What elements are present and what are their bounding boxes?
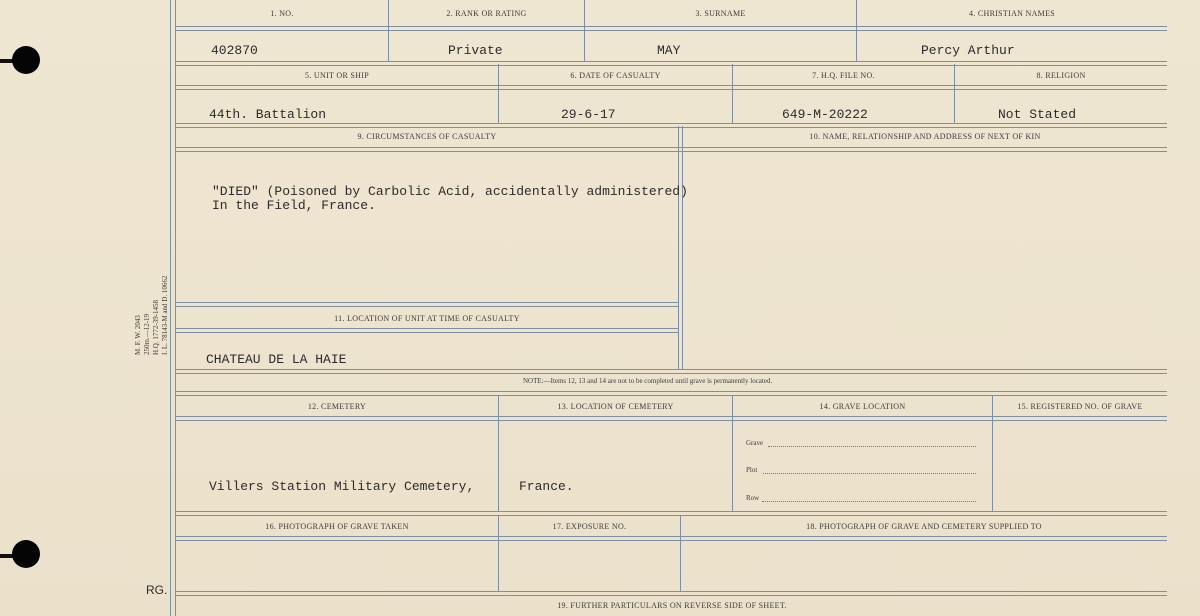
divider xyxy=(678,126,679,370)
side-print-line1: M. F. W. 2043 xyxy=(134,315,142,355)
field-further-label: 19. FURTHER PARTICULARS ON REVERSE SIDE OF SHEET. xyxy=(557,601,787,610)
field-photo-taken-label: 16. PHOTOGRAPH OF GRAVE TAKEN xyxy=(265,522,409,531)
rule-note-bottom xyxy=(175,391,1167,396)
field-grave-location-label: 14. GRAVE LOCATION xyxy=(819,402,906,411)
note-text: NOTE:—Items 12, 13 and 14 are not to be completed until grave is permanently located. xyxy=(523,377,773,385)
field-no-value: 402870 xyxy=(211,43,258,58)
field-no-label: 1. NO. xyxy=(270,9,294,18)
field-rank-label: 2. RANK OR RATING xyxy=(446,9,527,18)
rule-row3-header xyxy=(175,147,1167,152)
rule-row4-bottom xyxy=(175,511,1167,516)
field-hq-label: 7. H.Q. FILE NO. xyxy=(812,71,875,80)
rule-row2-bottom xyxy=(175,123,1167,128)
plot-sub-label: Plot xyxy=(746,466,758,474)
divider xyxy=(682,126,683,370)
rule-row4-header xyxy=(175,416,1167,421)
field-surname-value: MAY xyxy=(657,43,681,58)
field-location-cemetery-value: France. xyxy=(519,479,574,494)
rule-location-header xyxy=(175,328,678,333)
side-print-line4: I. L. 78143-M and D. 10662 xyxy=(161,275,169,355)
divider xyxy=(732,395,733,512)
side-print xyxy=(134,276,170,355)
divider xyxy=(498,395,499,512)
field-location-cemetery-label: 13. LOCATION OF CEMETERY xyxy=(557,402,674,411)
field-location-unit-label: 11. LOCATION OF UNIT AT TIME OF CASUALTY xyxy=(334,314,520,323)
field-kin-label: 10. NAME, RELATIONSHIP AND ADDRESS OF NEXT OF KIN xyxy=(809,132,1041,141)
margin-line-left xyxy=(170,0,171,616)
field-christian-label: 4. CHRISTIAN NAMES xyxy=(968,9,1056,18)
field-cemetery-label: 12. CEMETERY xyxy=(307,402,367,411)
field-date-label: 6. DATE OF CASUALTY xyxy=(570,71,661,80)
field-circumstances-line2: In the Field, France. xyxy=(212,198,376,213)
field-religion-label: 8. RELIGION xyxy=(1036,71,1086,80)
field-hq-value: 649-M-20222 xyxy=(782,107,868,122)
rule-row2-header xyxy=(175,85,1167,90)
field-registered-label: 15. REGISTERED NO. OF GRAVE xyxy=(1017,402,1143,411)
side-print-line2: 250m.—12-19 xyxy=(143,313,151,355)
grave-dotted-line xyxy=(768,446,976,447)
field-cemetery-value: Villers Station Military Cemetery, xyxy=(209,479,475,494)
punch-hole-bottom xyxy=(12,540,40,568)
rule-row5-header xyxy=(175,536,1167,541)
footer-mark: RG. xyxy=(146,583,168,597)
field-date-value: 29-6-17 xyxy=(561,107,616,122)
divider xyxy=(992,395,993,512)
rule-location-top xyxy=(175,302,678,307)
field-unit-value: 44th. Battalion xyxy=(209,107,327,122)
field-photo-supplied-label: 18. PHOTOGRAPH OF GRAVE AND CEMETERY SUPPLIED TO xyxy=(806,522,1042,531)
field-circumstances-line1: "DIED" (Poisoned by Carbolic Acid, accidentally administered) xyxy=(212,184,688,199)
field-circumstances-label: 9. CIRCUMSTANCES OF CASUALTY xyxy=(357,132,497,141)
rule-row1-bottom xyxy=(175,61,1167,66)
field-unit-label: 5. UNIT OR SHIP xyxy=(305,71,369,80)
field-religion-value: Not Stated xyxy=(998,107,1077,122)
rule-row5-bottom xyxy=(175,591,1167,596)
punch-hole-top xyxy=(12,46,40,74)
field-exposure-label: 17. EXPOSURE NO. xyxy=(552,522,627,531)
field-location-unit-value: CHATEAU DE LA HAIE xyxy=(206,352,347,367)
side-print-line3: H.Q. 1772-39-1458 xyxy=(152,299,160,355)
field-christian-value: Percy Arthur xyxy=(921,43,1015,58)
row-dotted-line xyxy=(762,501,976,502)
row-sub-label: Row xyxy=(746,494,760,502)
plot-dotted-line xyxy=(763,473,976,474)
rule-note-top xyxy=(175,369,1167,374)
field-surname-label: 3. SURNAME xyxy=(695,9,746,18)
grave-sub-label: Grave xyxy=(746,439,764,447)
rule-row1-header xyxy=(175,26,1167,31)
field-rank-value: Private xyxy=(448,43,503,58)
